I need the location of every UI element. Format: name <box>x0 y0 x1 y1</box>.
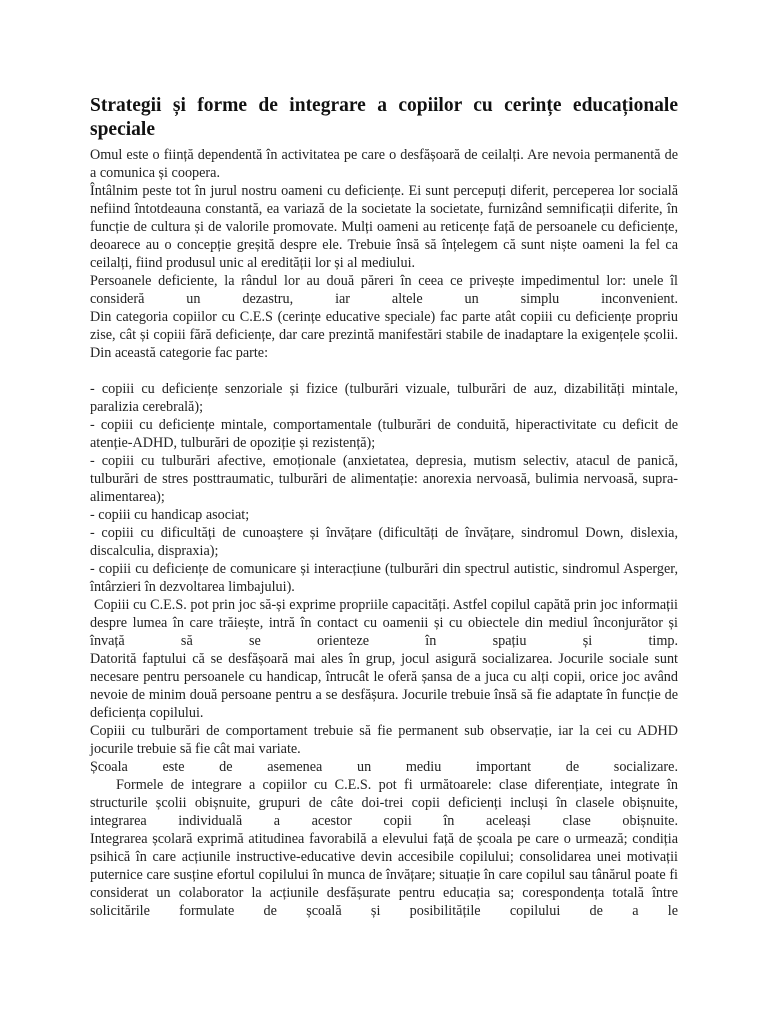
list-item-learning: - copiii cu dificultăți de cunoaștere și învățare (dificultăți de învățare, sindromul Down, dislexia, discalculia, dispraxia); <box>90 525 678 559</box>
document-title: Strategii și forme de integrare a copiilor cu cerințe educaționale speciale <box>90 95 678 140</box>
paragraph-school-integration: Integrarea școlară exprimă atitudinea favorabilă a elevului față de școala pe care o urmează; condiția psihică în care acțiunile instructive-educative devin accesibile copilului; consolidarea unei motivații puternice care susține efortul copilului în munca de învățare; situație în care copilul sau tânărul poate fi considerat un colaborator la acțiunile desfășurate pentru educația sa; corespondența totală între solicitările formulate de școală și posibilitățile copilului de a le <box>90 831 678 919</box>
list-item-affective: - copiii cu tulburări afective, emoționale (anxietatea, depresia, mutism selectiv, atacul de panică, tulburări de stres posttraumatic, tulburări de alimentație: anorexia nervoasă, bulimia nervoasă, supra-alimentarea); <box>90 453 678 505</box>
document-body <box>90 94 678 920</box>
paragraph-school: Școala este de asemenea un mediu important de socializare. <box>90 759 678 775</box>
paragraph-socialization: Datorită faptului că se desfășoară mai ales în grup, jocul asigură socializarea. Jocurile sociale sunt necesare pentru persoanele cu handicap, întrucât le oferă șansa de a juca cu alți copii, orice joc având nevoie de minim două persoane pentru a se desfășura. Jocurile trebuie însă să fie adaptate în funcție de deficiența copilului. <box>90 651 678 721</box>
paragraph-perception: Întâlnim peste tot în jurul nostru oameni cu deficiențe. Ei sunt percepuți diferit, perceperea lor socială nefiind întotdeauna constantă, ea variază de la societate la societate, furnizând semnificații diferite, în funcție de cultura și de valorile promovate. Mulți oameni au reticențe față de persoanele cu deficiențe, deoarece au o concepție greșită despre ele. Trebuie însă să înțelegem că sunt niște oameni la fel ca ceilalți, fiind produsul unic al eredității lor și al mediului. <box>90 183 678 271</box>
list-item-mental: - copiii cu deficiențe mintale, comportamentale (tulburări de conduită, hiperactivitate cu deficit de atenție-ADHD, tulburări de opoziție și rezistență); <box>90 417 678 451</box>
paragraph-intro: Omul este o ființă dependentă în activitatea pe care o desfășoară de ceilalți. Are nevoia permanentă de a comunica și coopera. <box>90 147 678 181</box>
list-item-communication: - copiii cu deficiențe de comunicare și interacțiune (tulburări din spectrul autistic, sindromul Asperger, întârzieri în dezvoltarea limbajului). <box>90 561 678 595</box>
paragraph-behavior: Copiii cu tulburări de comportament trebuie să fie permanent sub observație, iar la cei cu ADHD jocurile trebuie să fie cât mai variate. <box>90 723 678 757</box>
paragraph-integration-forms: Formele de integrare a copiilor cu C.E.S. pot fi următoarele: clase diferențiate, integrate în structurile școlii obișnuite, grupuri de câte doi-trei copii deficienți incluși în clasele obișnuite, integrarea individuală a acestor copii în aceleași clase obișnuite. <box>90 777 678 829</box>
blank-line <box>90 362 678 380</box>
paragraph-play: Copiii cu C.E.S. pot prin joc să-și exprime propriile capacități. Astfel copilul capătă prin joc informații despre lumea în care trăiește, intră în contact cu oamenii și cu obiectele din mediul înconjurător și învață să se orienteze în spațiu și timp. <box>90 597 678 649</box>
paragraph-ces-category: Din categoria copiilor cu C.E.S (cerințe educative speciale) fac parte atât copiii cu deficiențe propriu zise, cât și copiii fără deficiențe, dar care prezintă manifestări stabile de inadaptare la exigențele școlii. Din această categorie fac parte: <box>90 309 678 361</box>
paragraph-opinions: Persoanele deficiente, la rândul lor au două păreri în ceea ce privește impedimentul lor: unele îl consideră un dezastru, iar altele un simplu inconvenient. <box>90 273 678 307</box>
list-item-associated-handicap: - copiii cu handicap asociat; <box>90 507 250 523</box>
list-item-sensory: - copiii cu deficiențe senzoriale și fizice (tulburări vizuale, tulburări de auz, dizabilități mintale, paralizia cerebrală); <box>90 381 678 415</box>
